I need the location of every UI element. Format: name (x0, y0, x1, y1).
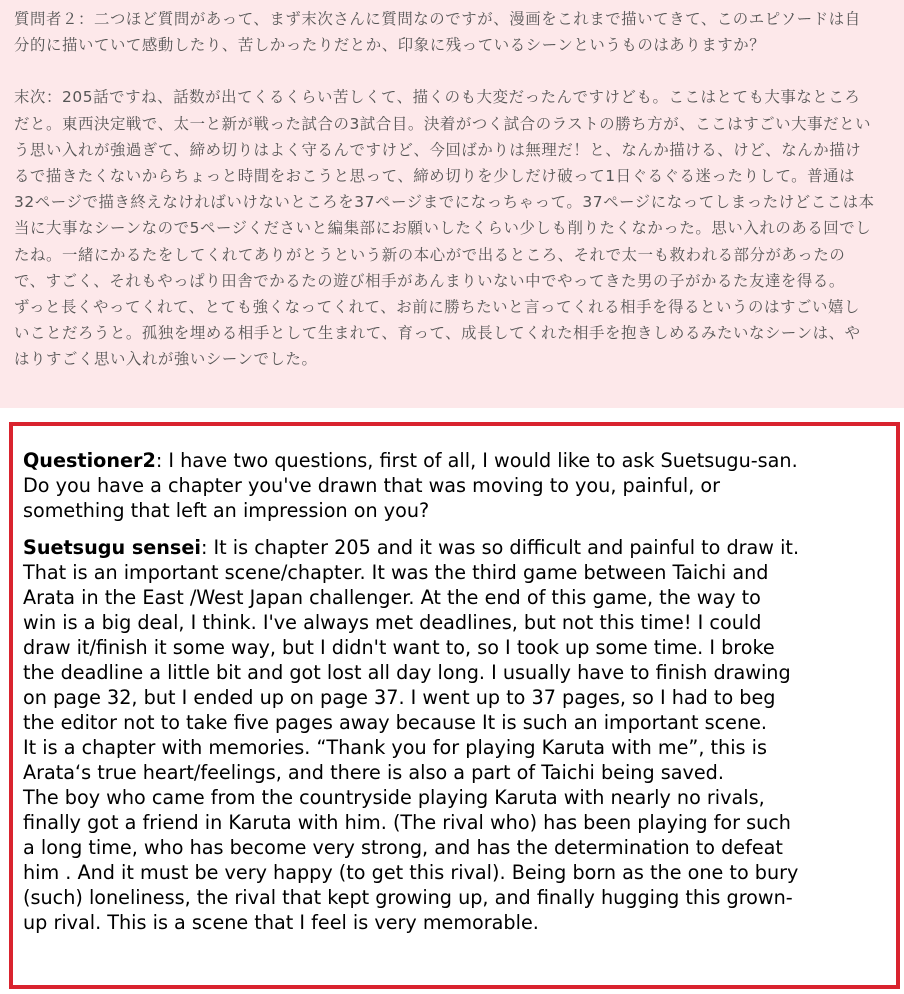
english-answer (23, 535, 886, 935)
japanese-question: 質問者２：二つほど質問があって、まず末次さんに質問なのですが、漫画をこれまで描いてきて、このエピソードは自 分的に描いていて感動したり、苦しかったりだとか、印象に残っているシーンというものはありますか？ (14, 10, 861, 55)
question-speaker: Questioner2 (23, 449, 156, 472)
english-question (23, 448, 886, 523)
japanese-answer: 末次：205話ですね、話数が出てくるくらい苦しくて、描くのも大変だったんですけども。ここはとても大事なところ だと。東西決定戦で、太一と新が戦った試合の3試合目。決着がつく試合のラストの勝ち方が、ここはすごい大事だとい う思い入れが強過ぎて、締め切りはよく守るんですけど、今回ばかりは無理だ！と、なんか描ける、けど、なんか描け るで描きたくないからちょっと時間をおこうと思って、締め切りを少しだけ破って1日ぐるぐる迷ったりして。普通は 32ページで描き終えなければいけないところを37ページまでになっちゃって。37ページになってしまったけどここは本 当に大事なシーンなので5ページくださいと編集部にお願いしたくらい少しも削りたくなかった。思い入れのある回でし たね。一緒にかるたをしてくれてありがとうという新の本心がで出るところ、それで太一も救われる部分があったの で、すごく、それもやっぱり田舎でかるたの遊び相手があんまりいない中でやってきた男の子がかるた友達を得る。 ずっと長くやってくれて、とても強くなってくれて、お前に勝ちたいと言ってくれる相手を得るというのはすごい嬉し いことだろうと。孤独を埋める相手として生まれて、育って、成長してくれた相手を抱きしめるみたいなシーンは、や はりすごく思い入れが強いシーンでした。 (14, 88, 875, 369)
answer-speaker: Suetsugu sensei (23, 536, 201, 559)
answer-text: : It is chapter 205 and it was so difficult and painful to draw it. That is an important scene/chapter. It was the third game between Taichi and Arata in the East /West Japan challenger. At the end of this game, the way to win is a big deal, I think. I've always met deadlines, but not this time! I could draw it/finish it some way, but I didn't want to, so I took up some time. I broke the deadline a little bit and got lost all day long. I usually have to finish drawing on page 32, but I ended up on page 37. I went up to 37 pages, so I had to beg the editor not to take five pages away because It is such an important scene. It is a chapter with memories. “Thank you for playing Karuta with me”, this is Arata‘s true heart/feelings, and there is also a part of Taichi being saved. The boy who came from the countryside playing Karuta with nearly no rivals, finally got a friend in Karuta with him. (The rival who) has been playing for such a long time, who has become very strong, and has the determination to defeat him . And it must be very happy (to get this rival). Being born as the one to bury (such) loneliness, the rival that kept growing up, and finally hugging this grown- up rival. This is a scene that I feel is very memorable. (23, 536, 800, 934)
question-text: : I have two questions, first of all, I would like to ask Suetsugu-san. Do you have a chapter you've drawn that was moving to you, painful, or something that left an impression on you? (23, 449, 798, 522)
english-translation-box (9, 422, 900, 989)
japanese-transcript (0, 0, 904, 408)
